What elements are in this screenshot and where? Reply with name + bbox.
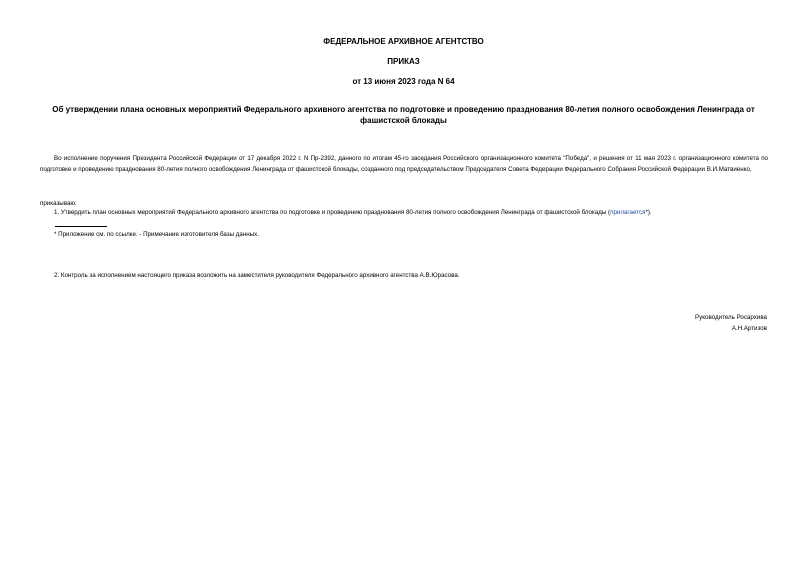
- order-item-2: 2. Контроль за исполнением настоящего приказа возложить на заместителя руководителя Федерального архивного агентства А.В.Юрасова.: [54, 272, 460, 279]
- preamble-text: Во исполнение поручения Президента Российской Федерации от 17 декабря 2022 г. N Пр-2392, данного по итогам 45-го заседания Российского организационного комитета "Победа", и решения от 11 мая 2023 г. организационного комитета по подготовке и проведению празднования 80-летия полного освобождения Ленинграда от фашистской блокады, созданного под председательством Председателя Совета Федерации Федерального Собрания Российской Федерации В.И.Матвиенко,: [40, 155, 768, 173]
- preamble-paragraph: [40, 153, 768, 175]
- order-item-1-end: *).: [645, 209, 652, 216]
- footnote: * Приложение см. по ссылке. - Примечание изготовителя базы данных.: [54, 231, 259, 238]
- order-word: приказываю:: [40, 200, 77, 207]
- document-type: ПРИКАЗ: [387, 57, 420, 66]
- footnote-divider: [55, 226, 107, 227]
- document-title: Об утверждении плана основных мероприятий Федерального архивного агентства по подготовке и проведению празднования 80-летия полного освобождения Ленинграда от фашистской блокады: [52, 105, 755, 125]
- appendix-link[interactable]: прилагается: [610, 209, 646, 216]
- order-item-1-text: 1. Утвердить план основных мероприятий Федерального архивного агентства по подготовке и проведению празднования 80-летия полного освобождения Ленинграда от фашистской блокады (: [54, 209, 611, 216]
- signature-block: [695, 312, 767, 334]
- order-item-1: [54, 208, 652, 217]
- signature-name: А.Н.Артизов: [731, 325, 767, 332]
- agency-name: ФЕДЕРАЛЬНОЕ АРХИВНОЕ АГЕНТСТВО: [323, 37, 484, 46]
- signature-position: Руководитель Росархива: [695, 314, 767, 321]
- document-date-number: от 13 июня 2023 года N 64: [352, 77, 455, 86]
